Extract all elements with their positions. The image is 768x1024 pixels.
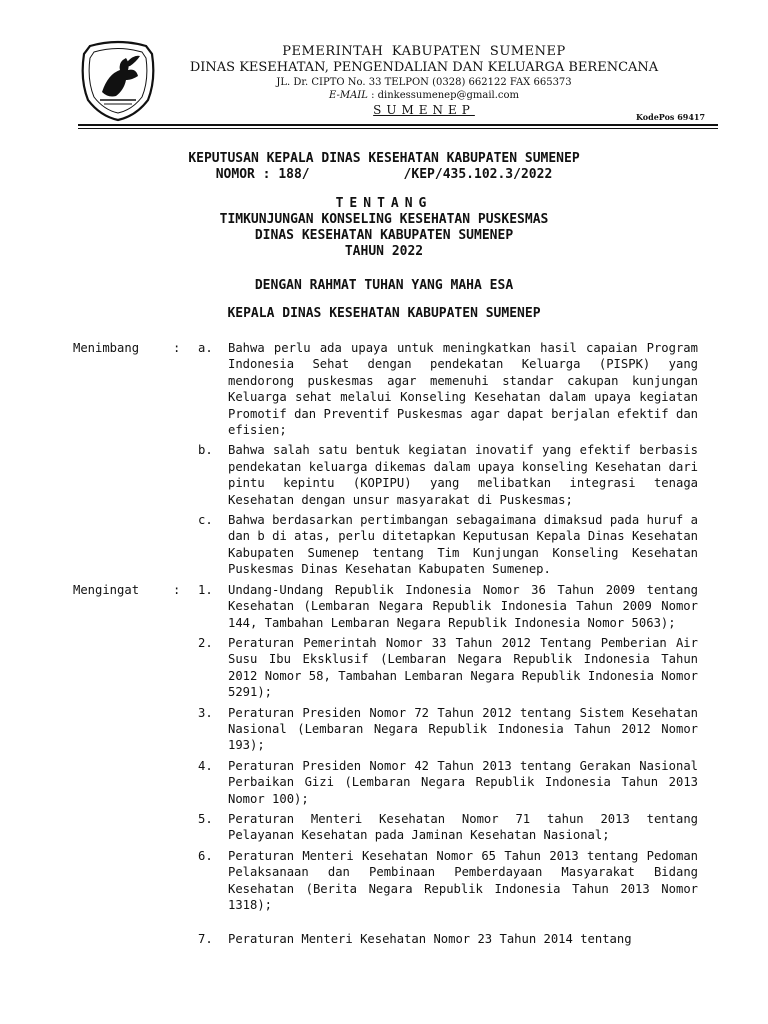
menimbang-item [0,340,768,438]
subject-line3: TAHUN 2022 [344,244,424,259]
mengingat-colon [173,931,198,947]
menimbang-colon [173,512,198,578]
menimbang-colon [173,442,198,508]
menimbang-colon: : [173,341,181,355]
decree-title [60,151,708,183]
mengingat-item-text: Peraturan Presiden Nomor 72 Tahun 2012 tentang Sistem Kesehatan Nasional (Lembaran Negara Republik Indonesia Tahun 2012 Nomor 193); [228,705,698,753]
mengingat-label [0,758,173,807]
mengingat-item-number: 6. [198,848,213,863]
mengingat-label [0,635,173,701]
mengingat-item [0,931,768,947]
mengingat-colon [173,811,198,844]
mengingat-section [0,582,768,948]
mengingat-colon: : [173,582,181,597]
decree-subject [60,196,708,260]
mengingat-label: Mengingat [73,582,140,597]
menimbang-item-text: Bahwa perlu ada upaya untuk meningkatkan hasil capaian Program Indonesia Sehat dengan pendekatan Keluarga (PISPK) yang mendorong puskesmas agar memenuhi standar cakupan kunjungan Keluarga sehat melalui Konseling Kesehatan dalam upaya kegiatan Promotif dan Preventif Puskesmas agar dapat berjalan efektif dan efisien; [228,341,698,438]
mengingat-item-number: 5. [198,811,213,826]
mengingat-item-number: 7. [198,932,213,947]
header-city: SUMENEP [373,103,475,117]
mengingat-item-text: Peraturan Pemerintah Nomor 33 Tahun 2012 Tentang Pemberian Air Susu Ibu Eksklusif (Lembaran Negara Republik Indonesia Tahun 2012 Nomor 58, Tambahan Lembaran Negara Republik Indonesia Nomor 5291); [228,635,698,700]
mengingat-item-number: 4. [198,758,213,773]
postal-code: KodePos 69417 [636,112,706,122]
letterhead [160,44,688,118]
subject-line1: TIMKUNJUNGAN KONSELING KESEHATAN PUSKESMAS [219,212,549,227]
email-label: E-MAIL [328,90,368,101]
menimbang-label [0,512,173,578]
mengingat-item [0,635,768,701]
decree-title-line1: KEPUTUSAN KEPALA DINAS KESEHATAN KABUPATEN SUMENEP [188,151,580,166]
mengingat-label [0,931,173,947]
mengingat-label [0,705,173,754]
mengingat-item-text: Peraturan Menteri Kesehatan Nomor 23 Tahun 2014 tentang [228,932,632,947]
mengingat-label [0,848,173,914]
menimbang-item-text: Bahwa berdasarkan pertimbangan sebagaimana dimaksud pada huruf a dan b di atas, perlu ditetapkan Keputusan Kepala Dinas Kesehatan Kabupaten Sumenep tentang Tim Kunjungan Konseling Kesehatan Puskesmas Dinas Kesehatan Kabupaten Sumenep. [228,513,698,577]
menimbang-label [0,442,173,508]
menimbang-item-number: b. [198,443,213,458]
menimbang-section [0,340,768,578]
kepala-heading: KEPALA DINAS KESEHATAN KABUPATEN SUMENEP [227,306,541,321]
decree-body [0,340,768,952]
spacer [0,917,768,931]
menimbang-item-number: c. [198,513,213,528]
mengingat-item [0,582,768,631]
menimbang-item-number: a. [198,341,213,355]
mengingat-item-number: 1. [198,582,213,597]
mengingat-item [0,811,768,844]
menimbang-item [0,442,768,508]
header-divider-thin [78,128,718,129]
menimbang-item [0,512,768,578]
header-agency: DINAS KESEHATAN, PENGENDALIAN DAN KELUARGA BERENCANA [189,60,659,75]
menimbang-item-text: Bahwa salah satu bentuk kegiatan inovatif yang efektif berbasis pendekatan keluarga dikemas dalam upaya konseling Kesehatan dari pintu kepintu (KOPIPU) yang melibatkan integrasi tenaga Kesehatan dengan unsur masyarakat di Puskesmas; [228,443,698,507]
mengingat-item-number: 2. [198,635,213,650]
tentang-heading: TENTANG [335,196,433,211]
mengingat-item [0,758,768,807]
mengingat-colon [173,848,198,914]
mengingat-item [0,848,768,914]
mengingat-item-text: Peraturan Presiden Nomor 42 Tahun 2013 tentang Gerakan Nasional Perbaikan Gizi (Lembaran Negara Republik Indonesia Tahun 2013 Nomor 100); [228,758,698,806]
menimbang-label: Menimbang [73,341,140,355]
mengingat-item [0,705,768,754]
mengingat-colon [173,758,198,807]
mengingat-item-text: Peraturan Menteri Kesehatan Nomor 65 Tahun 2013 tentang Pedoman Pelaksanaan dan Pembinaan Pemberdayaan Masyarakat Bidang Kesehatan (Berita Negara Republik Indonesia Tahun 2013 Nomor 1318); [228,848,698,912]
email-value: : dinkessumenep@gmail.com [367,90,520,101]
mengingat-colon [173,635,198,701]
regency-seal-logo [78,40,158,122]
rahmat-heading: DENGAN RAHMAT TUHAN YANG MAHA ESA [254,278,514,293]
mengingat-colon [173,705,198,754]
header-email [160,89,688,102]
header-government: PEMERINTAH KABUPATEN SUMENEP [282,44,566,59]
decree-number: NOMOR : 188/ /KEP/435.102.3/2022 [215,167,553,182]
header-address: JL. Dr. CIPTO No. 33 TELPON (0328) 662122 FAX 665373 [276,77,572,88]
mengingat-item-text: Undang-Undang Republik Indonesia Nomor 36 Tahun 2009 tentang Kesehatan (Lembaran Negara Republik Indonesia Tahun 2009 Nomor 144, Tambahan Lembaran Negara Republik Indonesia Nomor 5063); [228,582,698,630]
subject-line2: DINAS KESEHATAN KABUPATEN SUMENEP [254,228,514,243]
mengingat-label [0,811,173,844]
header-divider-thick [78,124,718,126]
mengingat-item-number: 3. [198,705,213,720]
mengingat-item-text: Peraturan Menteri Kesehatan Nomor 71 tahun 2013 tentang Pelayanan Kesehatan pada Jaminan Kesehatan Nasional; [228,811,698,843]
